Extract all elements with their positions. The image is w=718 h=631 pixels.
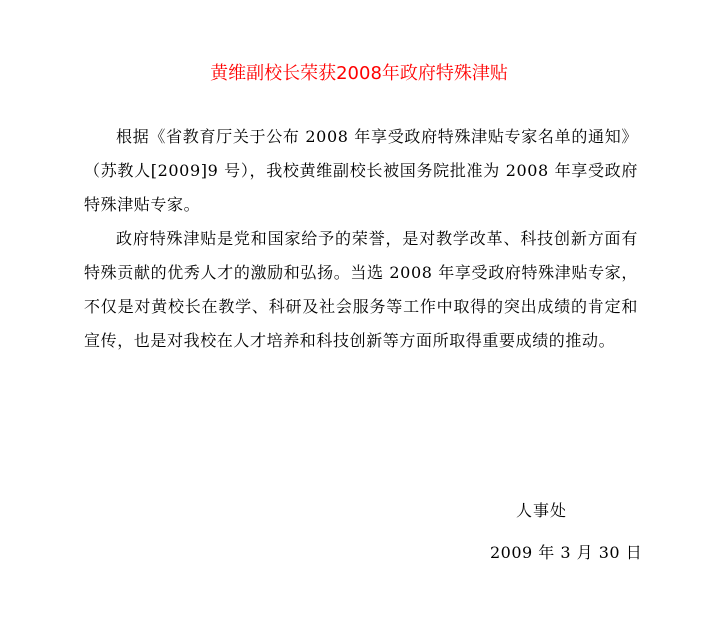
signature-date: 2009 年 3 月 30 日: [490, 543, 643, 562]
document-title: 黄维副校长荣获2008年政府特殊津贴: [210, 63, 508, 84]
document-body: [84, 120, 638, 358]
signer: 人事处: [516, 501, 568, 520]
paragraph-significance: 政府特殊津贴是党和国家给予的荣誉，是对教学改革、科技创新方面有特殊贡献的优秀人才的激励和弘扬。当选 2008 年享受政府特殊津贴专家，不仅是对黄校长在教学、科研及社会服务等工作中取得的突出成绩的肯定和宣传，也是对我校在人才培养和科技创新等方面所取得重要成绩的推动。: [84, 229, 638, 350]
paragraph-notice: 根据《省教育厅关于公布 2008 年享受政府特殊津贴专家名单的通知》（苏教人[2009]9 号），我校黄维副校长被国务院批准为 2008 年享受政府特殊津贴专家。: [84, 127, 638, 214]
